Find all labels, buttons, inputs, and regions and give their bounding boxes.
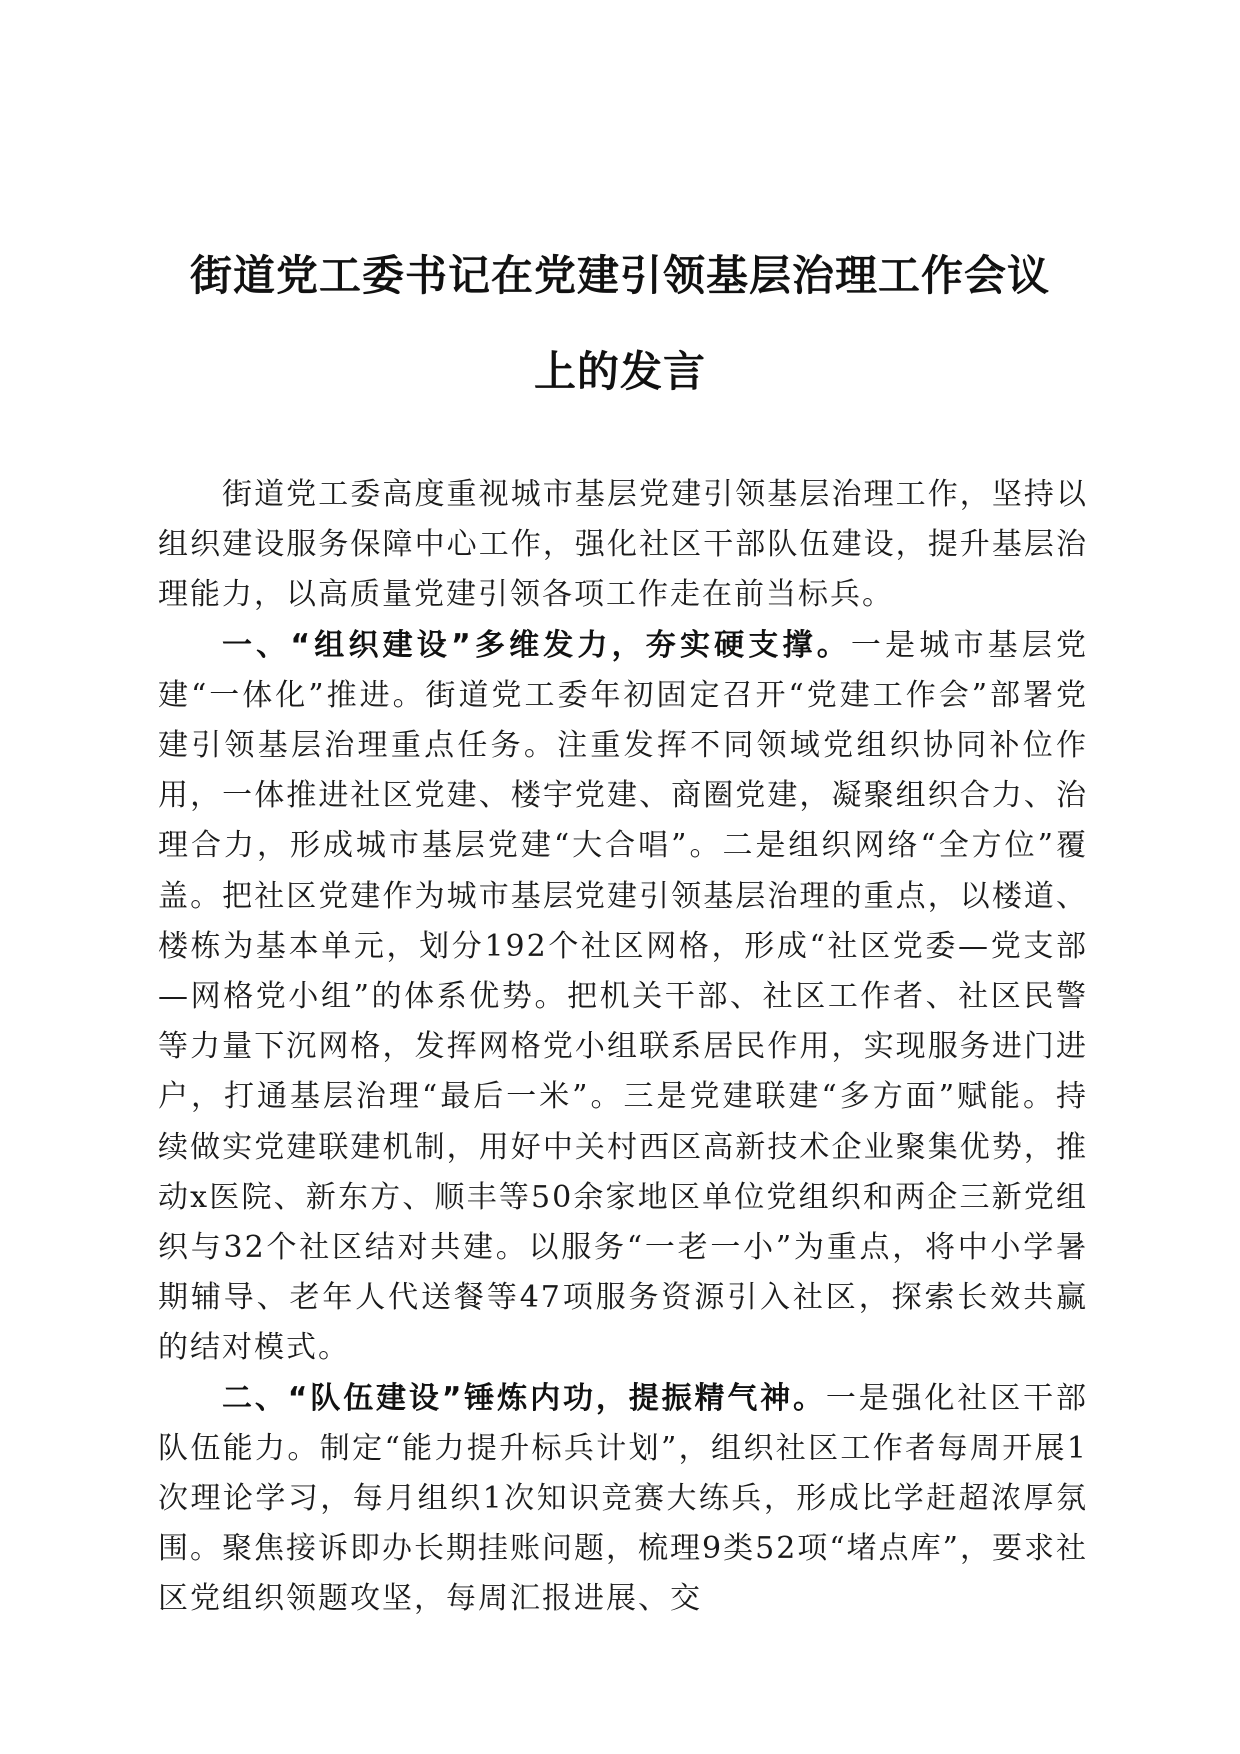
document-body [158,470,1088,1625]
document-title [150,228,1090,420]
section-heading-2: 二、“队伍建设”锤炼内功，提振精气神。 [222,1380,826,1416]
title-line-1: 街道党工委书记在党建引领基层治理工作会议 [189,251,1050,300]
section-text-1: 一是城市基层党建“一体化”推进。街道党工委年初固定召开“党建工作会”部署党建引领基层治理重点任务。注重发挥不同领域党组织协同补位作用，一体推进社区党建、楼宇党建、商圈党建，凝聚组织合力、治理合力，形成城市基层党建“大合唱”。二是组织网络“全方位”覆盖。把社区党建作为城市基层党建引领基层治理的重点，以楼道、楼栋为基本单元，划分192个社区网格，形成“社区党委—党支部—网格党小组”的体系优势。把机关干部、社区工作者、社区民警等力量下沉网格，发挥网格党小组联系居民作用，实现服务进门进户，打通基层治理“最后一米”。三是党建联建“多方面”赋能。持续做实党建联建机制，用好中关村西区高新技术企业聚集优势，推动x医院、新东方、顺丰等50余家地区单位党组织和两企三新党组织与32个社区结对共建。以服务“一老一小”为重点，将中小学暑期辅导、老年人代送餐等47项服务资源引入社区，探索长效共赢的结对模式。 [158,627,1089,1366]
section-paragraph-1 [158,621,1088,1374]
title-line-2: 上的发言 [533,347,706,396]
section-text-2: 一是强化社区干部队伍能力。制定“能力提升标兵计划”，组织社区工作者每周开展1次理论学习，每月组织1次知识竞赛大练兵，形成比学赶超浓厚氛围。聚焦接诉即办长期挂账问题，梳理9类52项“堵点库”，要求社区党组织领题攻坚，每周汇报进展、交 [158,1380,1088,1617]
section-heading-1: 一、“组织建设”多维发力，夯实硬支撑。 [222,627,851,663]
intro-paragraph: 街道党工委高度重视城市基层党建引领基层治理工作，坚持以组织建设服务保障中心工作，强化社区干部队伍建设，提升基层治理能力，以高质量党建引领各项工作走在前当标兵。 [158,477,1088,613]
section-paragraph-2 [158,1374,1088,1625]
